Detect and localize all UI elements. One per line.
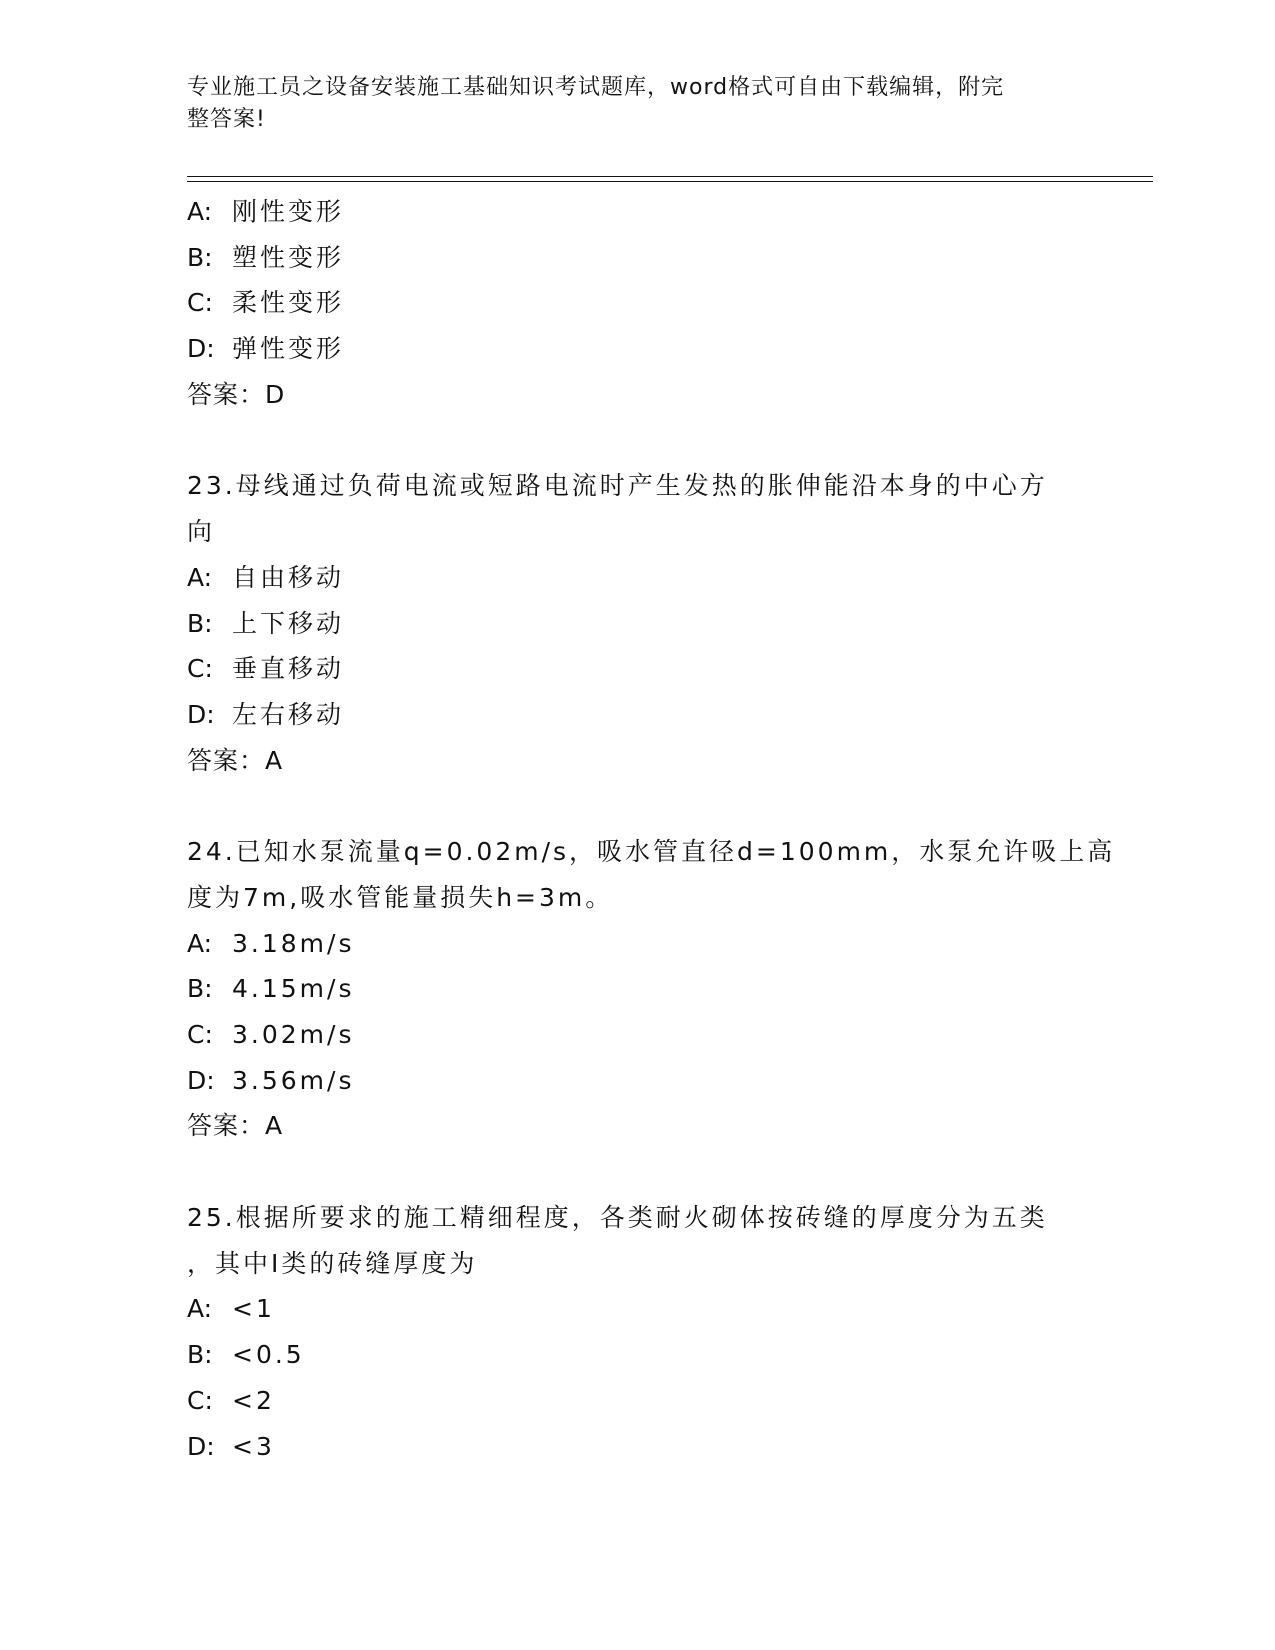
option-c — [187, 646, 1087, 692]
header-line-1: 专业施工员之设备安装施工基础知识考试题库，word格式可自由下载编辑，附完 — [187, 75, 1005, 100]
option-a — [187, 1286, 1087, 1332]
option-letter: B: — [187, 1340, 213, 1370]
option-text: 刚性变形 — [232, 197, 345, 226]
option-text: 垂直移动 — [232, 654, 345, 684]
option-text: 4.15m/s — [232, 974, 355, 1004]
option-d — [187, 1058, 1087, 1104]
option-text: <2 — [232, 1385, 275, 1415]
header-line-2: 整答案! — [187, 107, 266, 132]
question-text-line-1: 24.已知水泵流量q=0.02m/s，吸水管直径d=100mm，水泵允许吸上高 — [187, 837, 1116, 867]
option-letter: B: — [187, 608, 213, 638]
header-divider-top — [187, 176, 1153, 177]
option-letter: D: — [187, 334, 215, 364]
option-letter: C: — [187, 654, 213, 684]
option-d — [187, 692, 1087, 738]
answer-line: 答案：A — [187, 745, 284, 775]
option-b — [187, 235, 1087, 281]
question-text-line-2: 向 — [187, 517, 216, 547]
question-text-line-2: ，其中I类的砖缝厚度为 — [187, 1248, 478, 1278]
option-text: 柔性变形 — [232, 288, 345, 318]
option-letter: D: — [187, 1431, 215, 1461]
spacer — [187, 783, 1087, 829]
option-letter: D: — [187, 699, 215, 729]
question-22 — [187, 189, 1087, 417]
option-a — [187, 189, 1087, 235]
question-text-line-1: 25.根据所要求的施工精细程度，各类耐火砌体按砖缝的厚度分为五类 — [187, 1203, 1048, 1233]
option-text: 3.02m/s — [232, 1020, 355, 1049]
option-b — [187, 1332, 1087, 1378]
option-letter: C: — [187, 288, 213, 318]
option-text: 弹性变形 — [232, 334, 345, 364]
option-text: 塑性变形 — [232, 242, 345, 272]
option-letter: D: — [187, 1065, 215, 1095]
option-letter: C: — [187, 1020, 213, 1049]
option-a — [187, 555, 1087, 601]
answer-line: 答案：A — [187, 1111, 284, 1141]
option-letter: A: — [187, 562, 213, 592]
question-list — [187, 189, 1116, 1469]
option-letter: A: — [187, 197, 213, 226]
document-header — [187, 72, 1067, 136]
question-25 — [187, 1195, 1087, 1469]
option-d — [187, 1424, 1087, 1470]
question-24 — [187, 829, 1116, 1149]
option-a — [187, 921, 1087, 967]
spacer — [187, 417, 1087, 463]
option-text: <1 — [232, 1294, 275, 1324]
answer-line: 答案：D — [187, 379, 286, 409]
option-text: <3 — [232, 1431, 275, 1461]
option-text: 3.18m/s — [232, 928, 355, 958]
option-b — [187, 966, 1087, 1012]
option-b — [187, 601, 1087, 647]
spacer — [187, 1149, 1087, 1195]
option-text: 3.56m/s — [232, 1065, 355, 1095]
option-text: <0.5 — [232, 1340, 305, 1370]
option-text: 上下移动 — [232, 608, 345, 638]
option-letter: A: — [187, 928, 213, 958]
option-text: 左右移动 — [232, 699, 345, 729]
option-letter: A: — [187, 1294, 213, 1324]
question-text-line-1: 23.母线通过负荷电流或短路电流时产生发热的胀伸能沿本身的中心方 — [187, 471, 1048, 501]
option-c — [187, 1012, 1087, 1058]
option-letter: C: — [187, 1385, 213, 1415]
question-text-line-2: 度为7m,吸水管能量损失h=3m。 — [187, 882, 614, 912]
header-divider-bottom — [187, 181, 1153, 182]
question-23 — [187, 463, 1087, 783]
option-letter: B: — [187, 242, 213, 272]
option-text: 自由移动 — [232, 562, 345, 592]
option-d — [187, 326, 1087, 372]
option-letter: B: — [187, 974, 213, 1004]
option-c — [187, 1378, 1087, 1424]
option-c — [187, 280, 1087, 326]
